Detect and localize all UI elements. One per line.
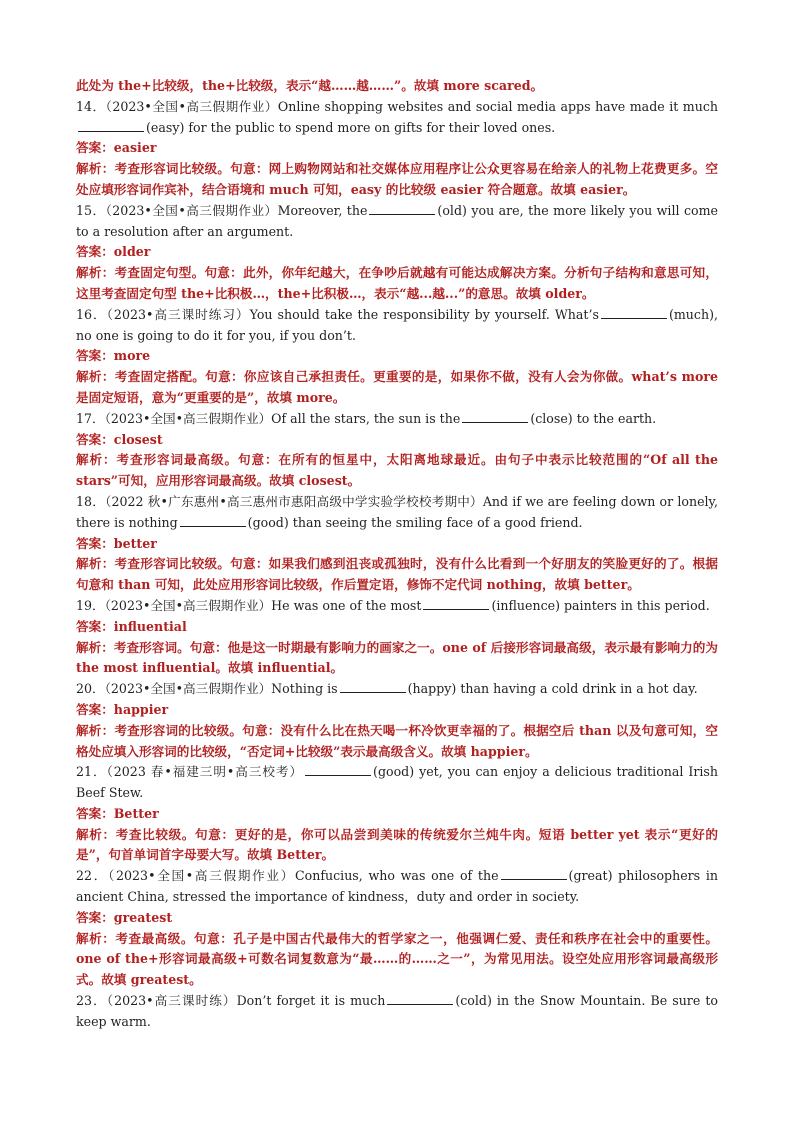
- explanation-text: 解析：考查形容词比较级。句意：网上购物网站和社交媒体应用程序让公众更容易在给亲人的礼物上花费更多。空处应填形容词作宾补，结合语境和 much 可知，easy 的比较级 easier 符合题意。故填 easier。: [76, 161, 718, 197]
- blank-line: [601, 306, 667, 319]
- question-20: [76, 679, 718, 762]
- document-page: [76, 76, 718, 1033]
- answer-value: Better: [113, 805, 159, 821]
- question-text: 21．（2023 春•福建三明•高三校考）: [76, 764, 304, 780]
- explanation-text: 解析：考查最高级。句意：孔子是中国古代最伟大的哲学家之一，他强调仁爱、责任和秩序在社会中的重要性。one of the+形容词最高级+可数名词复数意为“最……的……之一”，为常见用法。设空处应用形容词最高级形式。故填 greatest。: [76, 930, 718, 988]
- question-text: (cold) in the Snow Mountain. Be sure to keep warm.: [76, 993, 718, 1029]
- answer-label: 答案：: [76, 535, 114, 551]
- question-17: [76, 409, 718, 492]
- answer-label: 答案：: [76, 431, 114, 447]
- answer-value: more: [113, 348, 151, 364]
- question-text: (great) philosophers in ancient China, stressed the importance of kindness，duty and order in society.: [76, 868, 718, 905]
- question-text: 18．（2022 秋•广东惠州•高三惠州市惠阳高级中学实验学校校考期中）And if we are feeling down or lonely, there is nothing: [76, 493, 718, 530]
- question-text: (good) than seeing the smiling face of a good friend.: [247, 514, 583, 530]
- answer-label: 答案：: [76, 244, 114, 260]
- answer-label: 答案：: [76, 140, 114, 156]
- answer-label: 答案：: [76, 909, 114, 925]
- explanation-text: 此处为 the+比较级，the+比较级，表示“越……越……”。故填 more scared。: [76, 78, 544, 93]
- blank-line: [305, 763, 371, 776]
- explanation-text: 解析：考查形容词最高级。句意：在所有的恒星中，太阳离地球最近。由句子中表示比较范围的“Of all the stars”可知，应用形容词最高级。故填 closest。: [76, 452, 718, 489]
- question-text: (much), no one is going to do it for you, if you don’t.: [76, 306, 718, 343]
- answer-label: 答案：: [76, 805, 114, 821]
- blank-line: [340, 680, 406, 693]
- question-14: [76, 97, 718, 201]
- question-22: [76, 866, 718, 991]
- carryover-explanation: [76, 76, 718, 97]
- blank-line: [78, 119, 144, 132]
- question-text: 17．（2023•全国•高三假期作业）Of all the stars, the sun is the: [76, 410, 461, 426]
- question-text: (close) to the earth.: [530, 410, 657, 426]
- question-18: [76, 492, 718, 596]
- answer-value: influential: [113, 618, 187, 634]
- blank-line: [462, 410, 528, 423]
- question-text: 15．（2023•全国•高三假期作业）Moreover, the: [76, 202, 368, 218]
- answer-label: 答案：: [76, 348, 114, 364]
- answer-value: happier: [113, 701, 169, 717]
- question-text: (influence) painters in this period.: [491, 597, 710, 613]
- question-15: [76, 201, 718, 305]
- question-21: [76, 762, 718, 866]
- question-text: (easy) for the public to spend more on gifts for their loved ones.: [146, 119, 556, 135]
- question-23: [76, 991, 718, 1033]
- question-text: 16．（2023•高三课时练习）You should take the responsibility by yourself. What’s: [76, 306, 599, 322]
- question-text: 14．（2023•全国•高三假期作业）Online shopping websites and social media apps have made it much: [76, 98, 718, 114]
- question-text: (happy) than having a cold drink in a hot day.: [407, 681, 698, 697]
- blank-line: [423, 597, 489, 610]
- answer-value: older: [113, 244, 151, 260]
- explanation-text: 解析：考查形容词比较级。句意：如果我们感到沮丧或孤独时，没有什么比看到一个好朋友的笑脸更好的了。根据句意和 than 可知，此处应用形容词比较级，作后置定语，修饰不定代词 nothing，故填 better。: [76, 556, 718, 593]
- blank-line: [501, 867, 567, 880]
- answer-value: better: [113, 535, 157, 551]
- question-text: 23．（2023•高三课时练）Don’t forget it is much: [76, 993, 386, 1009]
- answer-value: easier: [113, 140, 157, 156]
- explanation-text: 解析：考查固定搭配。句意：你应该自己承担责任。更重要的是，如果你不做，没有人会为你做。what’s more 是固定短语，意为“更重要的是”，故填 more。: [76, 369, 718, 405]
- explanation-text: 解析：考查形容词。句意：他是这一时期最有影响力的画家之一。one of 后接形容词最高级，表示最有影响力的为 the most influential。故填 influential。: [76, 639, 718, 676]
- question-text: (old) you are, the more likely you will come to a resolution after an argument.: [76, 202, 719, 239]
- blank-line: [387, 992, 453, 1005]
- explanation-text: 解析：考查比较级。句意：更好的是，你可以品尝到美味的传统爱尔兰炖牛肉。短语 better yet 表示“更好的是”，句首单词首字母要大写。故填 Better。: [76, 826, 718, 863]
- answer-label: 答案：: [76, 618, 114, 634]
- blank-line: [180, 514, 246, 527]
- question-19: [76, 596, 718, 679]
- question-text: 19．（2023•全国•高三假期作业）He was one of the most: [76, 597, 422, 613]
- explanation-text: 解析：考查固定句型。句意：此外，你年纪越大，在争吵后就越有可能达成解决方案。分析句子结构和意思可知，这里考查固定句型 the+比积极…，the+比积极…，表示“越...越...”的意思。故填 older。: [76, 265, 718, 301]
- answer-value: closest: [113, 431, 163, 447]
- blank-line: [369, 202, 435, 215]
- answer-label: 答案：: [76, 701, 114, 717]
- question-text: (good) yet, you can enjoy a delicious traditional Irish Beef Stew.: [76, 764, 718, 801]
- question-text: 22．（2023•全国•高三假期作业）Confucius, who was one of the: [76, 868, 499, 884]
- question-text: 20．（2023•全国•高三假期作业）Nothing is: [76, 681, 338, 697]
- explanation-text: 解析：考查形容词的比较级。句意：没有什么比在热天喝一杯冷饮更幸福的了。根据空后 than 以及句意可知，空格处应填入形容词的比较级，“否定词+比较级”表示最高级含义。故填 happier。: [76, 722, 718, 759]
- question-16: [76, 305, 718, 409]
- answer-value: greatest: [113, 909, 173, 925]
